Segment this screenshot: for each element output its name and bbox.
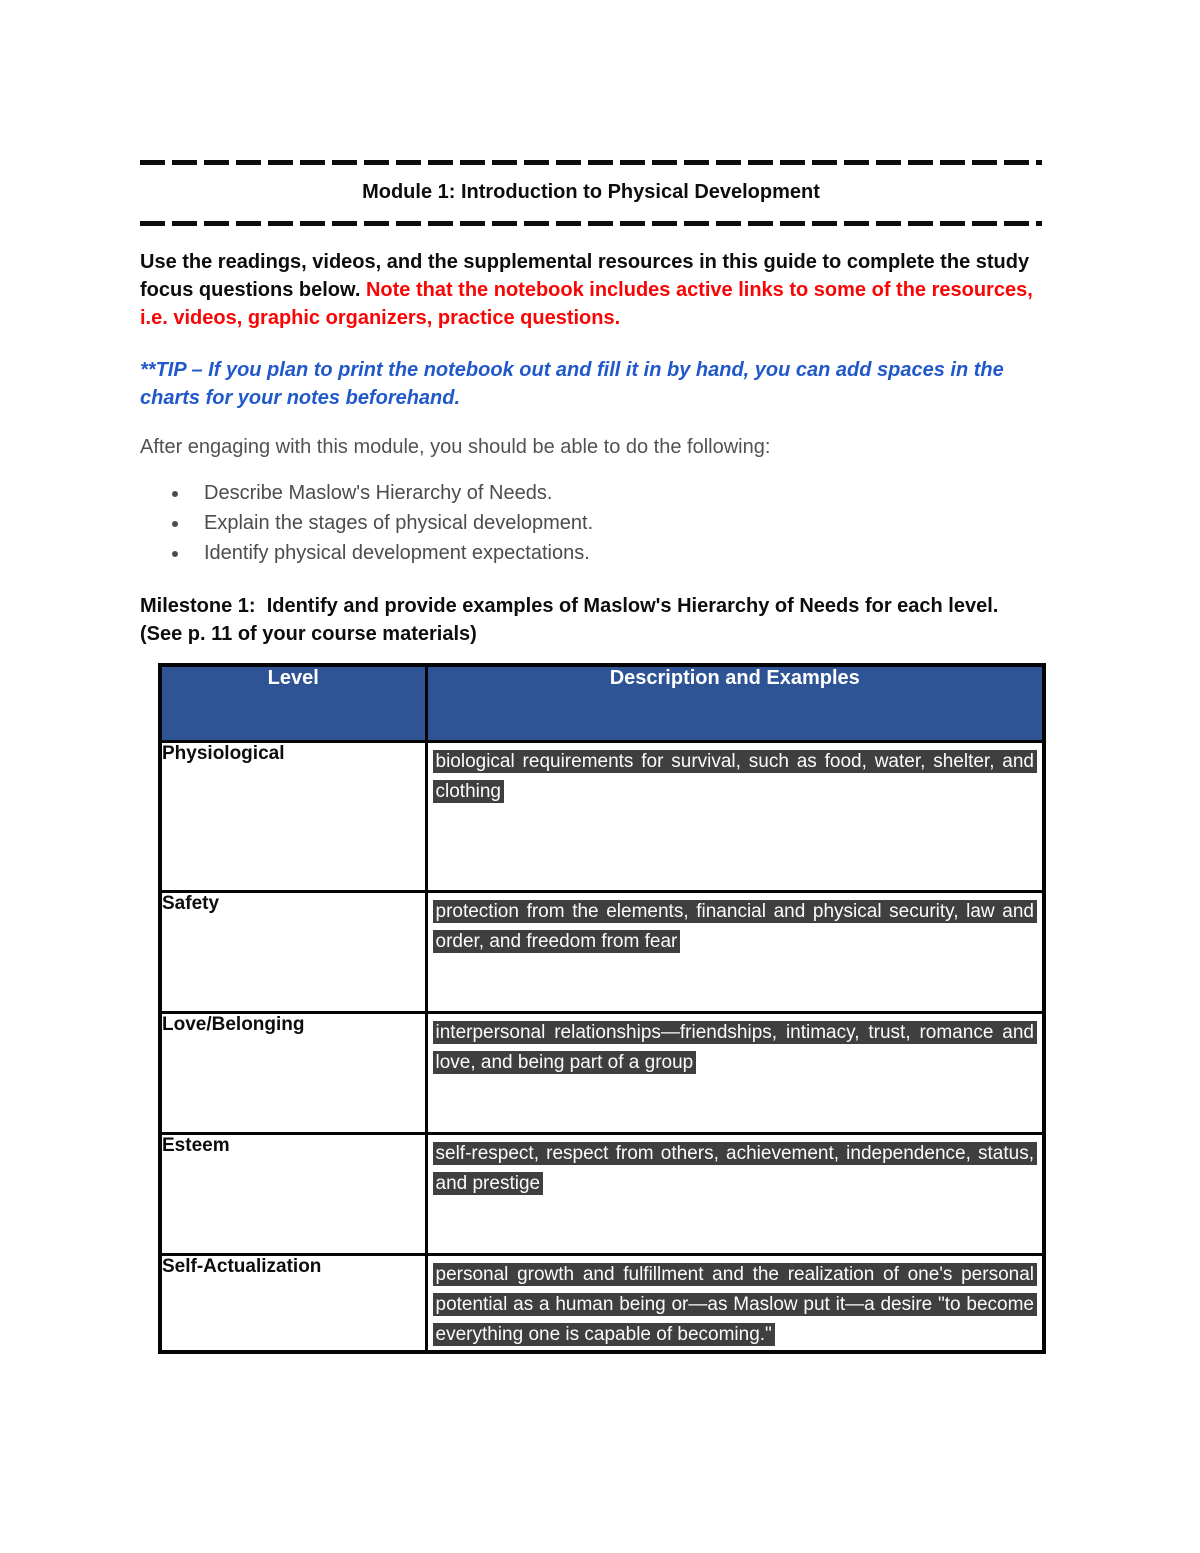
highlighted-description: personal growth and fulfillment and the realization of one's personal potential as a human being or—as Maslow put it—a desire "to become everything one is capable of becoming." bbox=[433, 1263, 1038, 1346]
highlighted-description: biological requirements for survival, such as food, water, shelter, and clothing bbox=[433, 750, 1038, 803]
separator-line-top bbox=[140, 160, 1042, 165]
milestone-heading: Milestone 1: Identify and provide examples of Maslow's Hierarchy of Needs for each level. (See p. 11 of your course materials) bbox=[140, 595, 1004, 645]
description-cell bbox=[426, 891, 1044, 1012]
objective-item: • Explain the stages of physical development. bbox=[190, 508, 1042, 538]
table-row bbox=[160, 741, 1044, 891]
column-header-description: Description and Examples bbox=[426, 665, 1044, 741]
table-row bbox=[160, 891, 1044, 1012]
description-cell bbox=[426, 741, 1044, 891]
objective-item: • Describe Maslow's Hierarchy of Needs. bbox=[190, 478, 1042, 508]
highlighted-description: self-respect, respect from others, achievement, independence, status, and prestige bbox=[433, 1142, 1038, 1195]
description-cell bbox=[426, 1254, 1044, 1352]
table-row bbox=[160, 1012, 1044, 1133]
maslow-needs-table bbox=[158, 663, 1046, 1354]
instructions-text: Use the readings, videos, and the supplemental resources in this guide to complete the study focus questions below. bbox=[140, 251, 1030, 301]
instructions-paragraph bbox=[140, 248, 1042, 332]
level-cell: Physiological bbox=[160, 741, 426, 891]
objective-item: • Identify physical development expectations. bbox=[190, 538, 1042, 568]
highlighted-description: interpersonal relationships—friendships, intimacy, trust, romance and love, and being part of a group bbox=[433, 1021, 1038, 1074]
table-header-row bbox=[160, 665, 1044, 741]
note-text-red: Note that the notebook includes active links to some of the resources, i.e. videos, graphic organizers, practice questions. bbox=[140, 279, 1033, 329]
level-cell: Love/Belonging bbox=[160, 1012, 426, 1133]
objectives-lead: After engaging with this module, you should be able to do the following: bbox=[140, 436, 771, 458]
description-cell bbox=[426, 1133, 1044, 1254]
level-cell: Esteem bbox=[160, 1133, 426, 1254]
document-content bbox=[140, 160, 1042, 1354]
level-cell: Safety bbox=[160, 891, 426, 1012]
description-cell bbox=[426, 1012, 1044, 1133]
table-row bbox=[160, 1133, 1044, 1254]
table-row bbox=[160, 1254, 1044, 1352]
tip-paragraph: **TIP – If you plan to print the notebook out and fill it in by hand, you can add spaces in the charts for your notes beforehand. bbox=[140, 359, 1004, 409]
page-title: Module 1: Introduction to Physical Development bbox=[362, 181, 820, 203]
level-cell: Self-Actualization bbox=[160, 1254, 426, 1352]
objectives-list bbox=[140, 478, 1042, 568]
column-header-level: Level bbox=[160, 665, 426, 741]
separator-line-bottom bbox=[140, 221, 1042, 226]
highlighted-description: protection from the elements, financial and physical security, law and order, and freedom from fear bbox=[433, 900, 1038, 953]
